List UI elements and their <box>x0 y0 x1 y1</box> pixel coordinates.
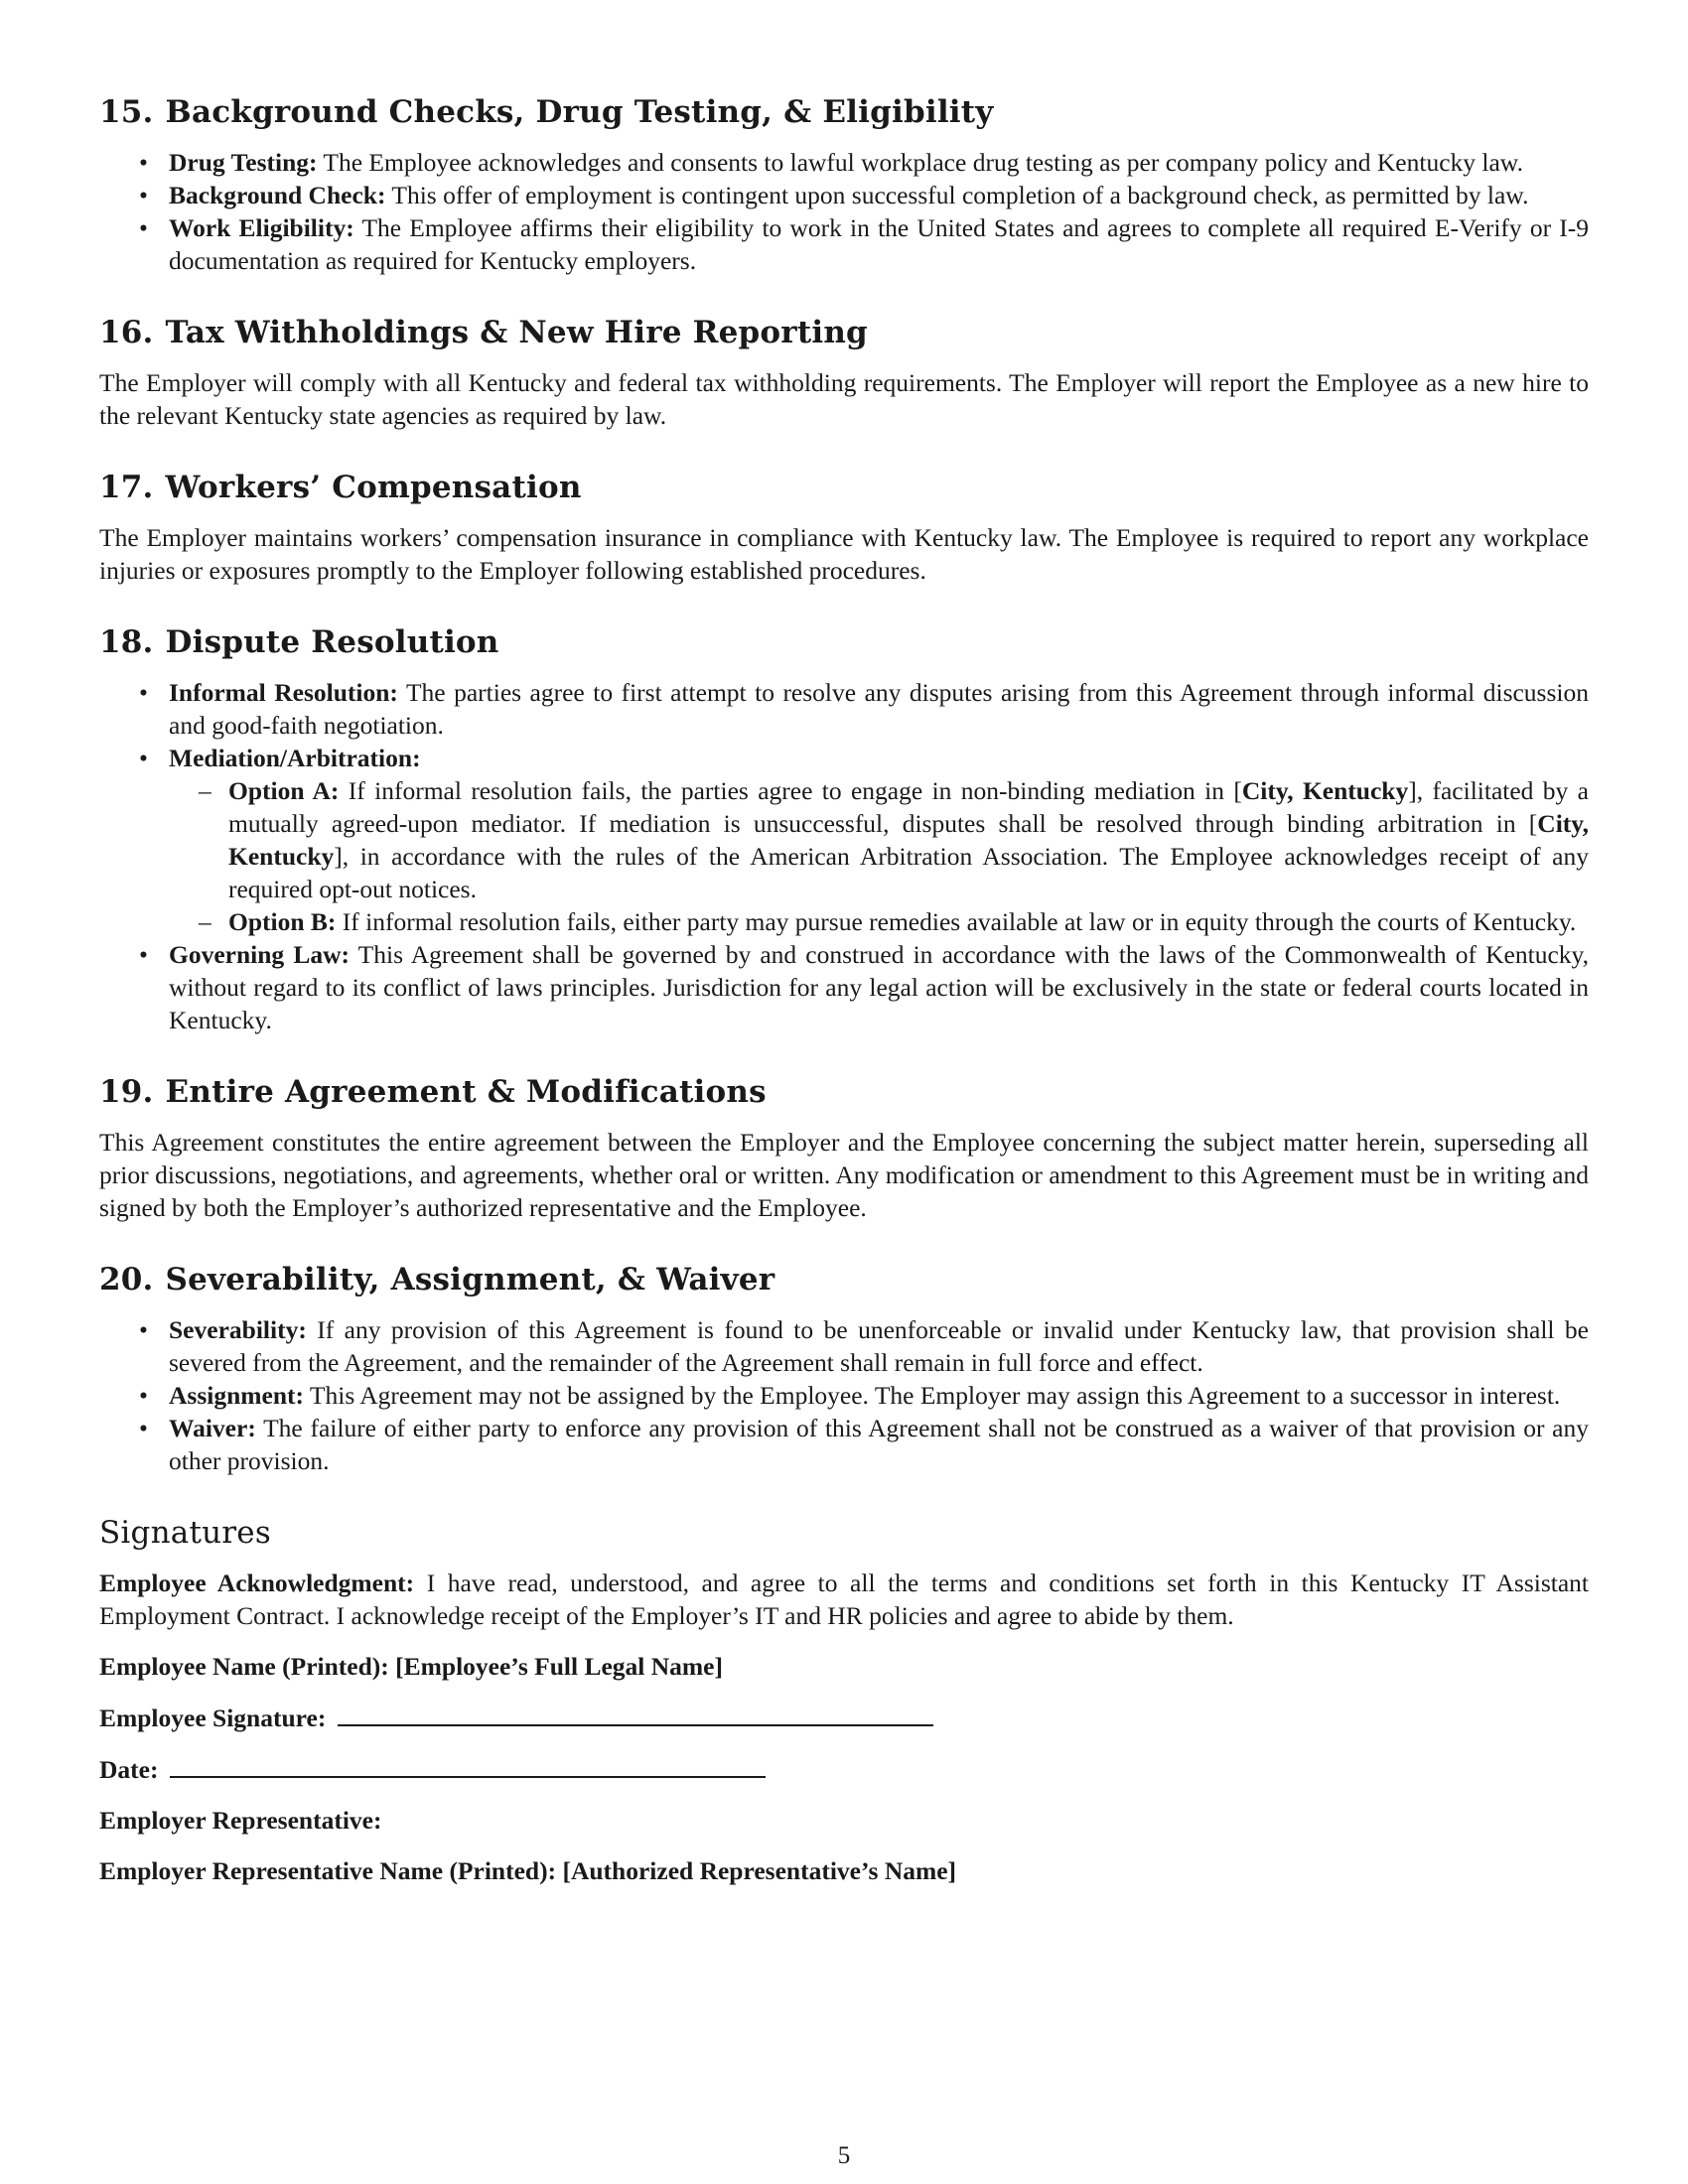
option-b: – Option B: If informal resolution fails, either party may pursue remedies available at law or in equity through the courts of Kentucky. <box>169 905 1589 938</box>
section-18-list <box>99 676 1589 1036</box>
employee-acknowledgment: Employee Acknowledgment: I have read, understood, and agree to all the terms and conditions set forth in this Kentucky IT Assistant Employment Contract. I acknowledge receipt of the Employer’s IT and HR policies and agree to abide by them. <box>99 1569 1589 1630</box>
section-16-heading: 16. Tax Withholdings & New Hire Reporting <box>99 315 868 350</box>
section-15-heading: 15. Background Checks, Drug Testing, & Eligibility <box>99 94 994 130</box>
section-20 <box>99 1262 1589 1477</box>
employer-representative-row: Employer Representative: <box>99 1806 382 1835</box>
section-20-heading: 20. Severability, Assignment, & Waiver <box>99 1262 775 1297</box>
list-item: • Governing Law: This Agreement shall be governed by and construed in accordance with the laws of the Commonwealth of Kentucky, without regard to its conflict of laws principles. Jurisdiction for any legal action will be exclusively in the state or federal courts located in Kentucky. <box>99 938 1589 1036</box>
section-17-body: The Employer maintains workers’ compensation insurance in compliance with Kentucky law. The Employee is required to report any workplace injuries or exposures promptly to the Employer following established procedures. <box>99 523 1589 585</box>
section-16 <box>99 315 1589 432</box>
list-item: • Background Check: This offer of employment is contingent upon successful completion of a background check, as permitted by law. <box>99 179 1589 211</box>
signatures-heading: Signatures <box>99 1515 271 1551</box>
section-16-body: The Employer will comply with all Kentucky and federal tax withholding requirements. The Employer will report the Employee as a new hire to the relevant Kentucky state agencies as required by law. <box>99 368 1589 430</box>
option-a: – Option A: If informal resolution fails, the parties agree to engage in non-binding mediation in [City, Kentucky], facilitated by a mutually agreed-upon mediator. If mediation is unsuccessful, disputes shall be resolved through binding arbitration in [City, Kentucky], in accordance with the rules of the American Arbitration Association. The Employee acknowledges receipt of any required opt-out notices. <box>169 774 1589 905</box>
list-item: • Informal Resolution: The parties agree to first attempt to resolve any disputes arising from this Agreement through informal discussion and good-faith negotiation. <box>99 676 1589 742</box>
section-20-list <box>99 1313 1589 1477</box>
employee-name-row: Employee Name (Printed): [Employee’s Full Legal Name] <box>99 1652 723 1681</box>
date-row: Date: <box>99 1752 1589 1786</box>
employer-rep-name-row: Employer Representative Name (Printed): [Authorized Representative’s Name] <box>99 1856 957 1885</box>
list-item: • Work Eligibility: The Employee affirms their eligibility to work in the United States and agrees to complete all required E-Verify or I-9 documentation as required for Kentucky employers. <box>99 211 1589 277</box>
document-page <box>99 94 1589 1925</box>
section-15 <box>99 94 1589 277</box>
page-number: 5 <box>837 2142 851 2169</box>
section-18 <box>99 624 1589 1036</box>
list-item: • Waiver: The failure of either party to enforce any provision of this Agreement shall not be construed as a waiver of that provision or any other provision. <box>99 1412 1589 1477</box>
list-item: • Assignment: This Agreement may not be assigned by the Employee. The Employer may assign this Agreement to a successor in interest. <box>99 1379 1589 1412</box>
list-item: • Drug Testing: The Employee acknowledges and consents to lawful workplace drug testing as per company policy and Kentucky law. <box>99 146 1589 179</box>
employee-signature-line[interactable] <box>338 1701 933 1726</box>
employee-signature-row: Employee Signature: <box>99 1701 1589 1734</box>
section-19-body: This Agreement constitutes the entire agreement between the Employer and the Employee concerning the subject matter herein, superseding all prior discussions, negotiations, and agreements, whether oral or written. Any modification or amendment to this Agreement must be in writing and signed by both the Employer’s authorized representative and the Employee. <box>99 1128 1589 1222</box>
mediation-options <box>169 774 1589 938</box>
section-17 <box>99 470 1589 587</box>
list-item: • Severability: If any provision of this Agreement is found to be unenforceable or invalid under Kentucky law, that provision shall be severed from the Agreement, and the remainder of the Agreement shall remain in full force and effect. <box>99 1313 1589 1379</box>
section-18-heading: 18. Dispute Resolution <box>99 624 499 660</box>
signatures-section <box>99 1515 1589 1887</box>
section-19 <box>99 1074 1589 1224</box>
section-15-list <box>99 146 1589 277</box>
date-line[interactable] <box>170 1752 766 1778</box>
list-item: • Mediation/Arbitration: – Option A: If informal resolution fails, the parties agree to engage in non-binding mediation in [City, Kentucky], facilitated by a mutually agreed-upon mediator. If mediation is unsuccessful, disputes shall be resolved through binding arbitration in [City, Kentucky], in accordance with the rules of the American Arbitration Association. The Employee acknowledges receipt of any required opt-out notices. – Option B: If informal resolution fails, either party may pursue remedies available at law or in equity through the courts of Kentucky. <box>99 742 1589 938</box>
section-17-heading: 17. Workers’ Compensation <box>99 470 582 505</box>
section-19-heading: 19. Entire Agreement & Modifications <box>99 1074 767 1110</box>
